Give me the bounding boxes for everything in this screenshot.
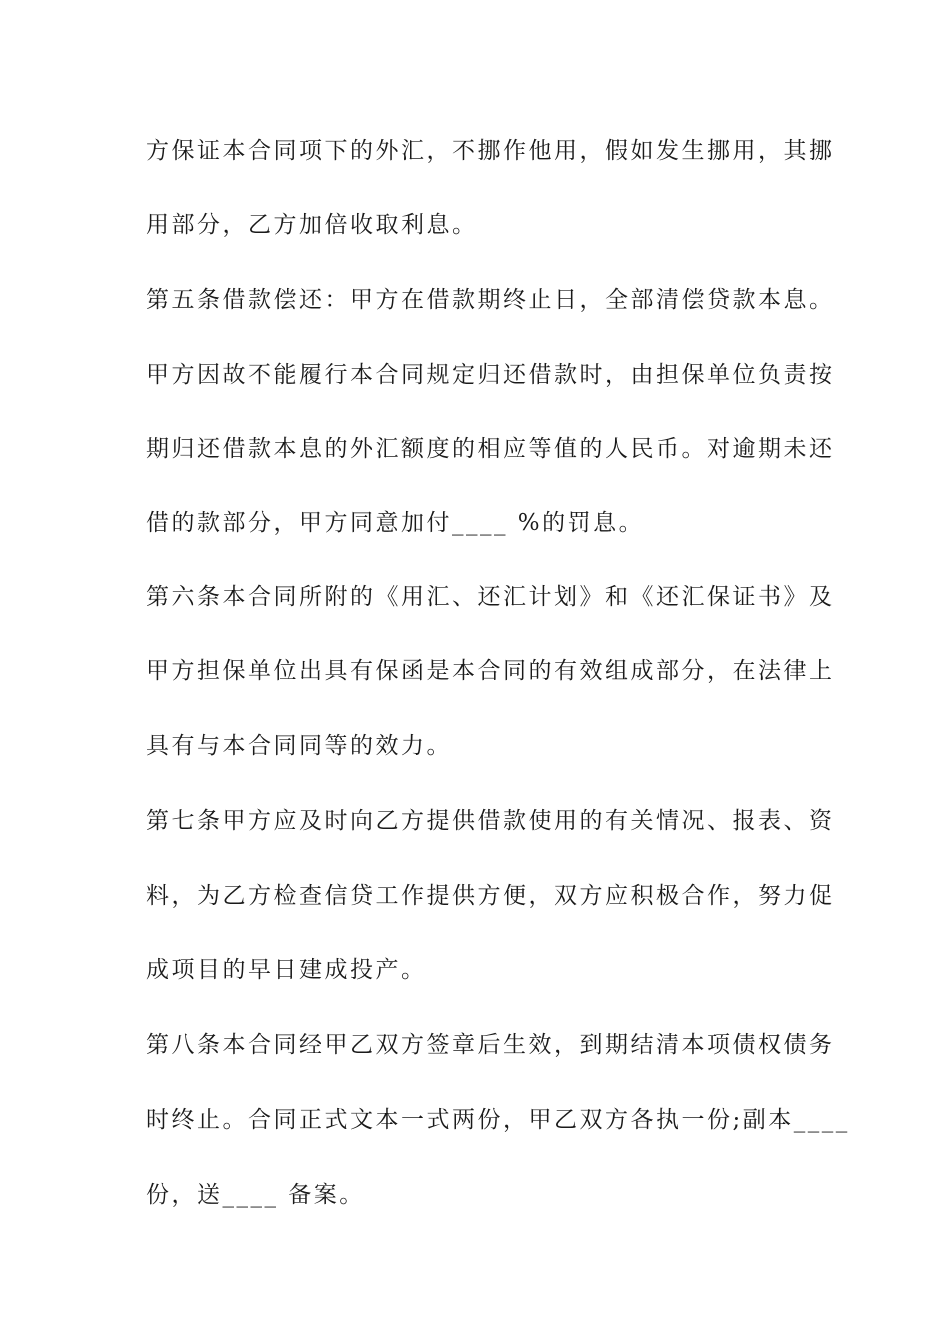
- text-line: 第七条甲方应及时向乙方提供借款使用的有关情况、报表、资: [146, 808, 835, 834]
- text-line: 份，送____ 备案。: [146, 1182, 365, 1208]
- text-line: 第五条借款偿还：甲方在借款期终止日，全部清偿贷款本息。: [146, 287, 835, 313]
- text-line: 甲方因故不能履行本合同规定归还借款时，由担保单位负责按: [146, 362, 835, 388]
- text-line: 期归还借款本息的外汇额度的相应等值的人民币。对逾期未还: [146, 436, 835, 462]
- text-line: 方保证本合同项下的外汇，不挪作他用，假如发生挪用，其挪: [146, 138, 835, 164]
- text-line: 成项目的早日建成投产。: [146, 957, 427, 983]
- text-line: 料，为乙方检查信贷工作提供方便，双方应积极合作，努力促: [146, 883, 835, 909]
- text-line: 甲方担保单位出具有保函是本合同的有效组成部分，在法律上: [146, 658, 835, 684]
- text-line: 第八条本合同经甲乙双方签章后生效，到期结清本项债权债务: [146, 1032, 835, 1058]
- text-line: 借的款部分，甲方同意加付____ %的罚息。: [146, 510, 645, 536]
- text-line: 时终止。合同正式文本一式两份，甲乙双方各执一份;副本____: [146, 1107, 850, 1133]
- text-line: 用部分，乙方加倍收取利息。: [146, 212, 478, 238]
- text-line: 第六条本合同所附的《用汇、还汇计划》和《还汇保证书》及: [146, 584, 835, 610]
- text-line: 具有与本合同同等的效力。: [146, 733, 452, 759]
